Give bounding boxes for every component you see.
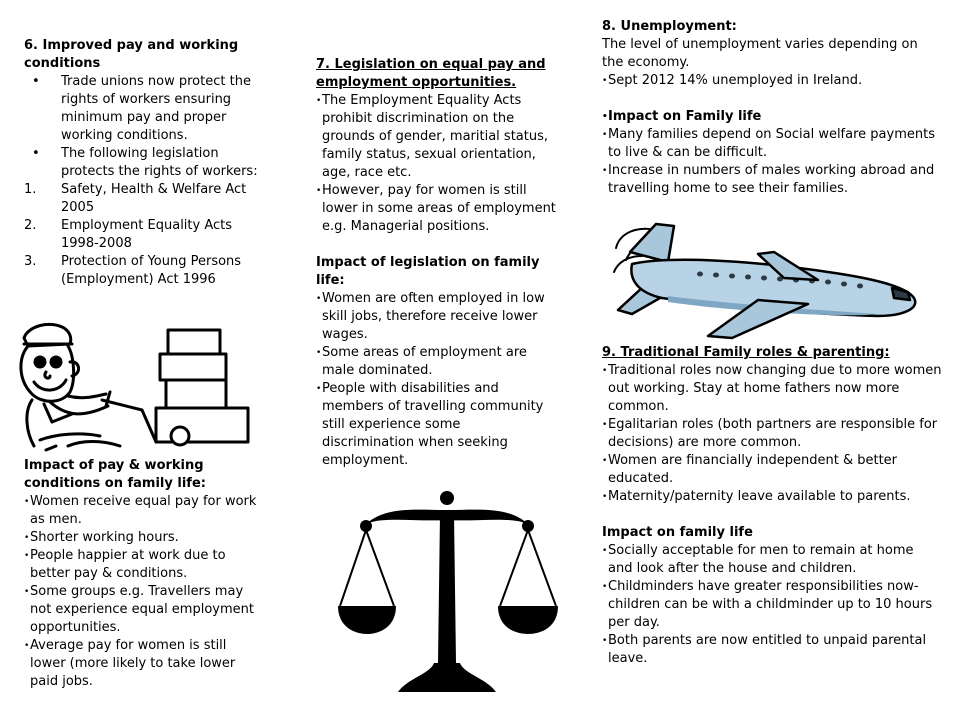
legislation-list — [24, 181, 260, 289]
legislation-impact-list — [316, 290, 556, 470]
section-8-heading: 8. Unemployment: — [602, 19, 737, 34]
column-unemployment — [602, 18, 942, 198]
list-item: • Trade unions now protect the rights of workers ensuring minimum pay and proper working conditions. — [24, 73, 260, 145]
section-6-heading — [24, 37, 260, 73]
column-pay-impact — [24, 457, 266, 691]
column-pay-conditions — [24, 37, 260, 289]
list-item: • Some areas of employment are male dominated. — [316, 344, 556, 380]
list-item: • Egalitarian roles (both partners are responsible for decisions) are more common. — [602, 416, 942, 452]
section-9-heading: 9. Traditional Family roles & parenting: — [602, 345, 890, 360]
list-item: • Traditional roles now changing due to more women out working. Stay at home fathers now more common. — [602, 362, 942, 416]
list-item: • People with disabilities and members of travelling community still experience some discrimination when seeking employment. — [316, 380, 556, 470]
list-item: • The Employment Equality Acts prohibit discrimination on the grounds of gender, maritial status, family status, sexual orientation, age, race etc. — [316, 92, 556, 182]
pay-impact-heading: Impact of pay & working conditions on family life: — [24, 458, 206, 491]
list-item — [24, 181, 260, 217]
list-item: • Women are financially independent & better educated. — [602, 452, 942, 488]
list-item — [24, 253, 260, 289]
unemployment-intro: The level of unemployment varies depending on the economy. — [602, 37, 918, 70]
section-6-heading-text: 6. Improved pay and working conditions — [24, 38, 239, 71]
family-impact-list — [602, 542, 942, 668]
list-item: • Maternity/paternity leave available to parents. — [602, 488, 942, 506]
family-roles-list — [602, 362, 942, 506]
scales-of-justice-icon — [336, 488, 566, 708]
list-number: 1. — [24, 182, 37, 197]
unemployment-impact-heading-list — [602, 108, 942, 126]
list-item: • Average pay for women is still lower (more likely to take lower paid jobs. — [24, 637, 266, 691]
list-item: • Socially acceptable for men to remain at home and look after the house and children. — [602, 542, 942, 578]
list-item: • Some groups e.g. Travellers may not experience equal employment opportunities. — [24, 583, 266, 637]
unemployment-impact-heading: • Impact on Family life — [602, 108, 942, 126]
list-item: • People happier at work due to better pay & conditions. — [24, 547, 266, 583]
list-item: • Sept 2012 14% unemployed in Ireland. — [602, 72, 942, 90]
unemployment-list — [602, 72, 942, 90]
column-legislation — [316, 56, 556, 470]
pay-impact-list — [24, 493, 266, 691]
unemployment-impact-list — [602, 126, 942, 198]
list-item — [24, 217, 260, 253]
list-number: 2. — [24, 218, 37, 233]
list-item: • Women receive equal pay for work as men. — [24, 493, 266, 529]
list-item: • Both parents are now entitled to unpaid parental leave. — [602, 632, 942, 668]
family-impact-heading: Impact on family life — [602, 525, 753, 540]
airplane-illustration — [608, 218, 928, 340]
legislation-impact-heading: Impact of legislation on family life: — [316, 255, 540, 288]
list-item: • However, pay for women is still lower in some areas of employment e.g. Managerial positions. — [316, 182, 556, 236]
list-item: • Many families depend on Social welfare payments to live & can be difficult. — [602, 126, 942, 162]
worker-hand-truck-illustration — [10, 322, 255, 452]
section-7-heading: 7. Legislation on equal pay and employment opportunities. — [316, 57, 546, 90]
list-text: Protection of Young Persons (Employment) Act 1996 — [61, 254, 242, 287]
list-item: • Shorter working hours. — [24, 529, 266, 547]
column-family-roles — [602, 344, 942, 668]
list-item: • Increase in numbers of males working abroad and travelling home to see their families. — [602, 162, 942, 198]
section-7-list — [316, 92, 556, 236]
list-text: Employment Equality Acts 1998-2008 — [61, 218, 233, 251]
section-6-bullets — [24, 73, 260, 181]
list-item: • Women are often employed in low skill jobs, therefore receive lower wages. — [316, 290, 556, 344]
list-item: • Childminders have greater responsibilities now- children can be with a childminder up to 10 hours per day. — [602, 578, 942, 632]
list-item: • The following legislation protects the rights of workers: — [24, 145, 260, 181]
list-number: 3. — [24, 254, 37, 269]
list-text: Safety, Health & Welfare Act 2005 — [61, 182, 247, 215]
